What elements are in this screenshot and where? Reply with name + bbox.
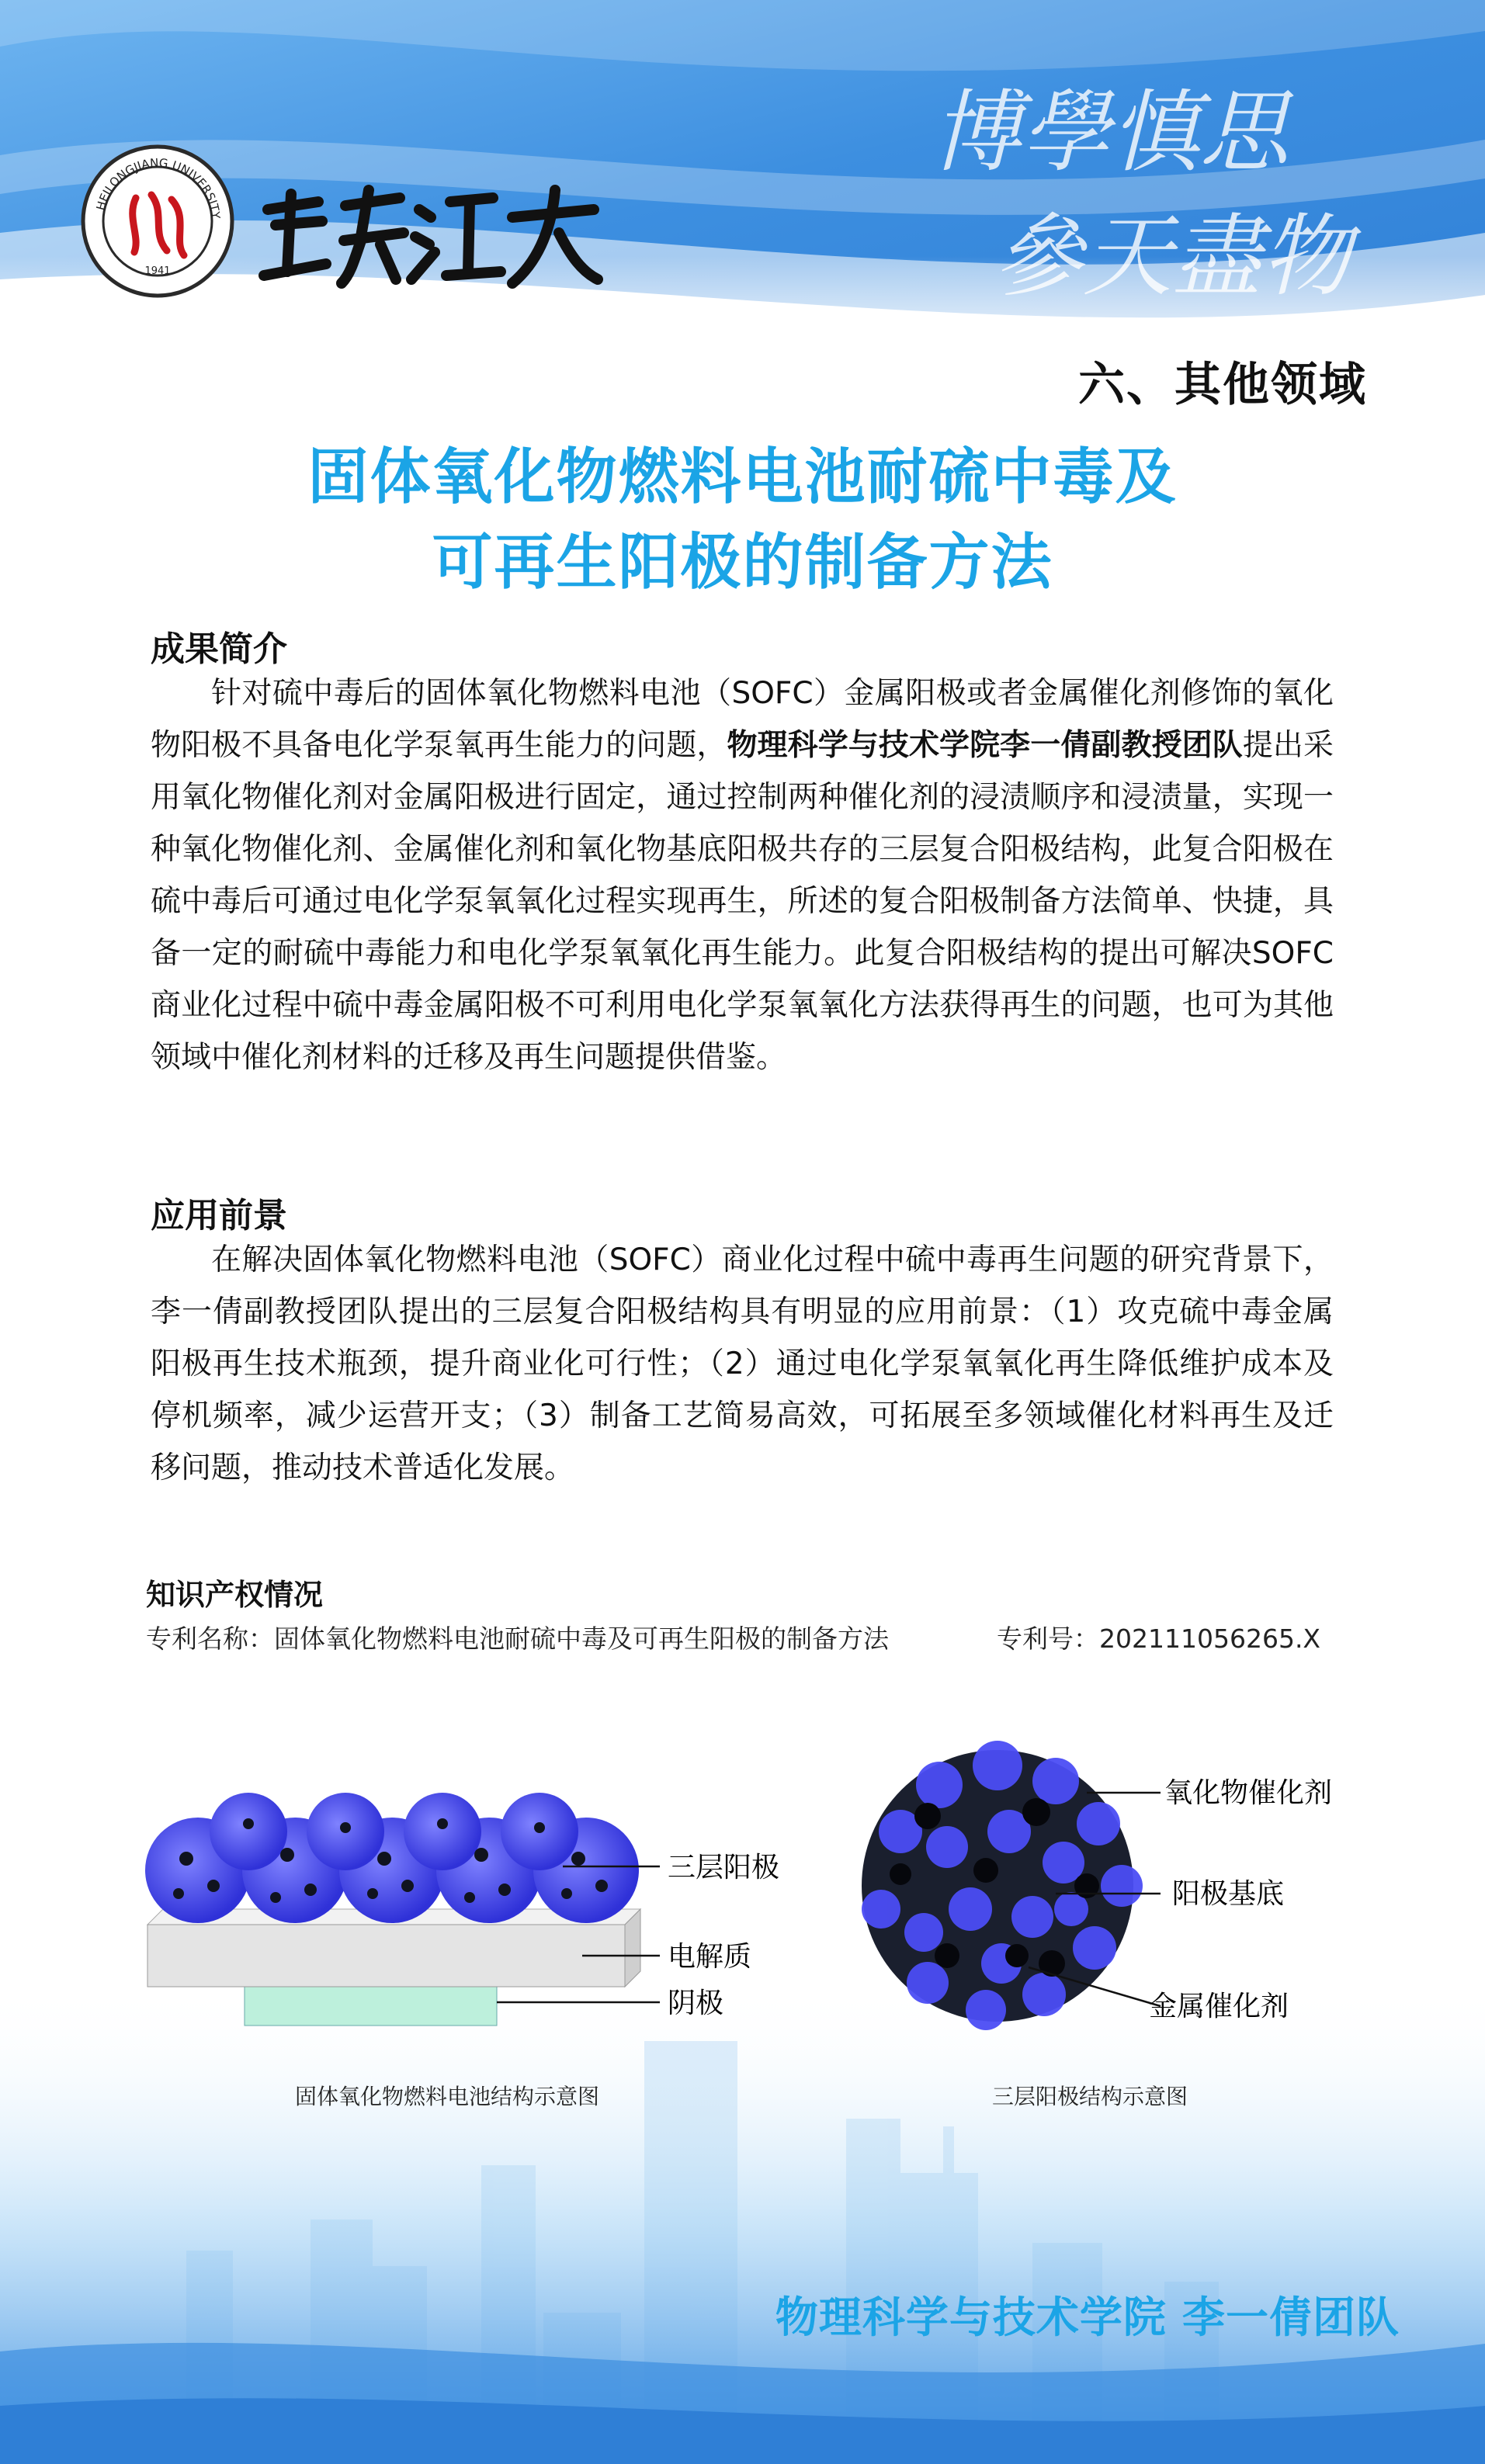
caption-sofc-diagram: 固体氧化物燃料电池结构示意图: [295, 2084, 600, 2109]
anode-particles: [145, 1793, 639, 1923]
summary-text-part2: 提出采用氧化物催化剂对金属阳极进行固定，通过控制两种催化剂的浸渍顺序和浸渍量，实现一种氧化物催化剂、金属催化剂和氧化物基底阳极共存的三层复合阳极结构，此复合阳极在硫中毒后可通过电化学泵氧氧化过程实现再生，所述的复合阳极制备方法简单、快捷，具备一定的耐硫中毒能力和电化学泵氧氧化再生能力。此复合阳极结构的提出可解决SOFC商业化过程中硫中毒金属阳极不可利用电化学泵氧氧化方法获得再生的问题，也可为其他领域中催化剂材料的迁移及再生问题提供借鉴。: [151, 728, 1334, 1075]
label-anode-substrate: 阳极基底: [1172, 1878, 1285, 1910]
motto-line-1: 博學慎思: [932, 81, 1289, 185]
sofc-structure-diagram: [140, 1769, 780, 2049]
seal-text: HEILONGJIANG UNIVERSITY: [93, 155, 224, 220]
electrolyte-layer: [147, 1925, 625, 1987]
section-label: 六、其他领域: [1078, 358, 1367, 412]
prospects-heading: 应用前景: [151, 1196, 287, 1235]
title-line-2: 可再生阳极的制备方法: [432, 528, 1053, 598]
summary-paragraph: [151, 667, 1334, 1083]
summary-heading: 成果简介: [151, 629, 287, 669]
label-three-layer-anode: 三层阳极: [668, 1852, 780, 1884]
title-line-1: 固体氧化物燃料电池耐硫中毒及: [307, 442, 1178, 512]
patent-name: 专利名称：固体氧化物燃料电池耐硫中毒及可再生阳极的制备方法: [146, 1624, 889, 1654]
seal-year: 1941: [144, 265, 171, 277]
university-motto: [924, 62, 1405, 326]
summary-team-bold: 物理科学与技术学院李一倩副教授团队: [727, 728, 1243, 763]
caption-anode-diagram: 三层阳极结构示意图: [992, 2084, 1188, 2109]
summary-text-part1: 针对硫中毒后的固体氧化物燃料电池（SOFC）金属阳极或者金属催化剂修饰的氧化物阳极不具备电化学泵氧再生能力的问题，: [151, 676, 1334, 763]
label-cathode: 阴极: [668, 1987, 724, 2019]
team-name-footer: 物理科学与技术学院 李一倩团队: [775, 2292, 1400, 2342]
university-seal-logo: [80, 144, 235, 299]
university-name-logo: [252, 178, 609, 295]
cathode-layer: [245, 1987, 497, 2026]
page-title: [0, 435, 1485, 605]
anode-structure-diagram: [854, 1707, 1382, 2033]
prospects-paragraph: 在解决固体氧化物燃料电池（SOFC）商业化过程中硫中毒再生问题的研究背景下，李一倩副教授团队提出的三层复合阳极结构具有明显的应用前景：（1）攻克硫中毒金属阳极再生技术瓶颈，提升商业化可行性；（2）通过电化学泵氧氧化再生降低维护成本及停机频率，减少运营开支；（3）制备工艺简易高效，可拓展至多领域催化材料再生及迁移问题，推动技术普适化发展。: [151, 1242, 1334, 1485]
footer-background: [0, 1987, 1485, 2464]
ip-heading: 知识产权情况: [146, 1578, 324, 1612]
label-electrolyte: 电解质: [668, 1941, 752, 1973]
patent-number: 专利号：202111056265.X: [997, 1624, 1321, 1654]
label-oxide-catalyst: 氧化物催化剂: [1164, 1777, 1333, 1809]
label-metal-catalyst: 金属催化剂: [1149, 1991, 1289, 2022]
motto-line-2: 參天盡物: [994, 205, 1351, 309]
